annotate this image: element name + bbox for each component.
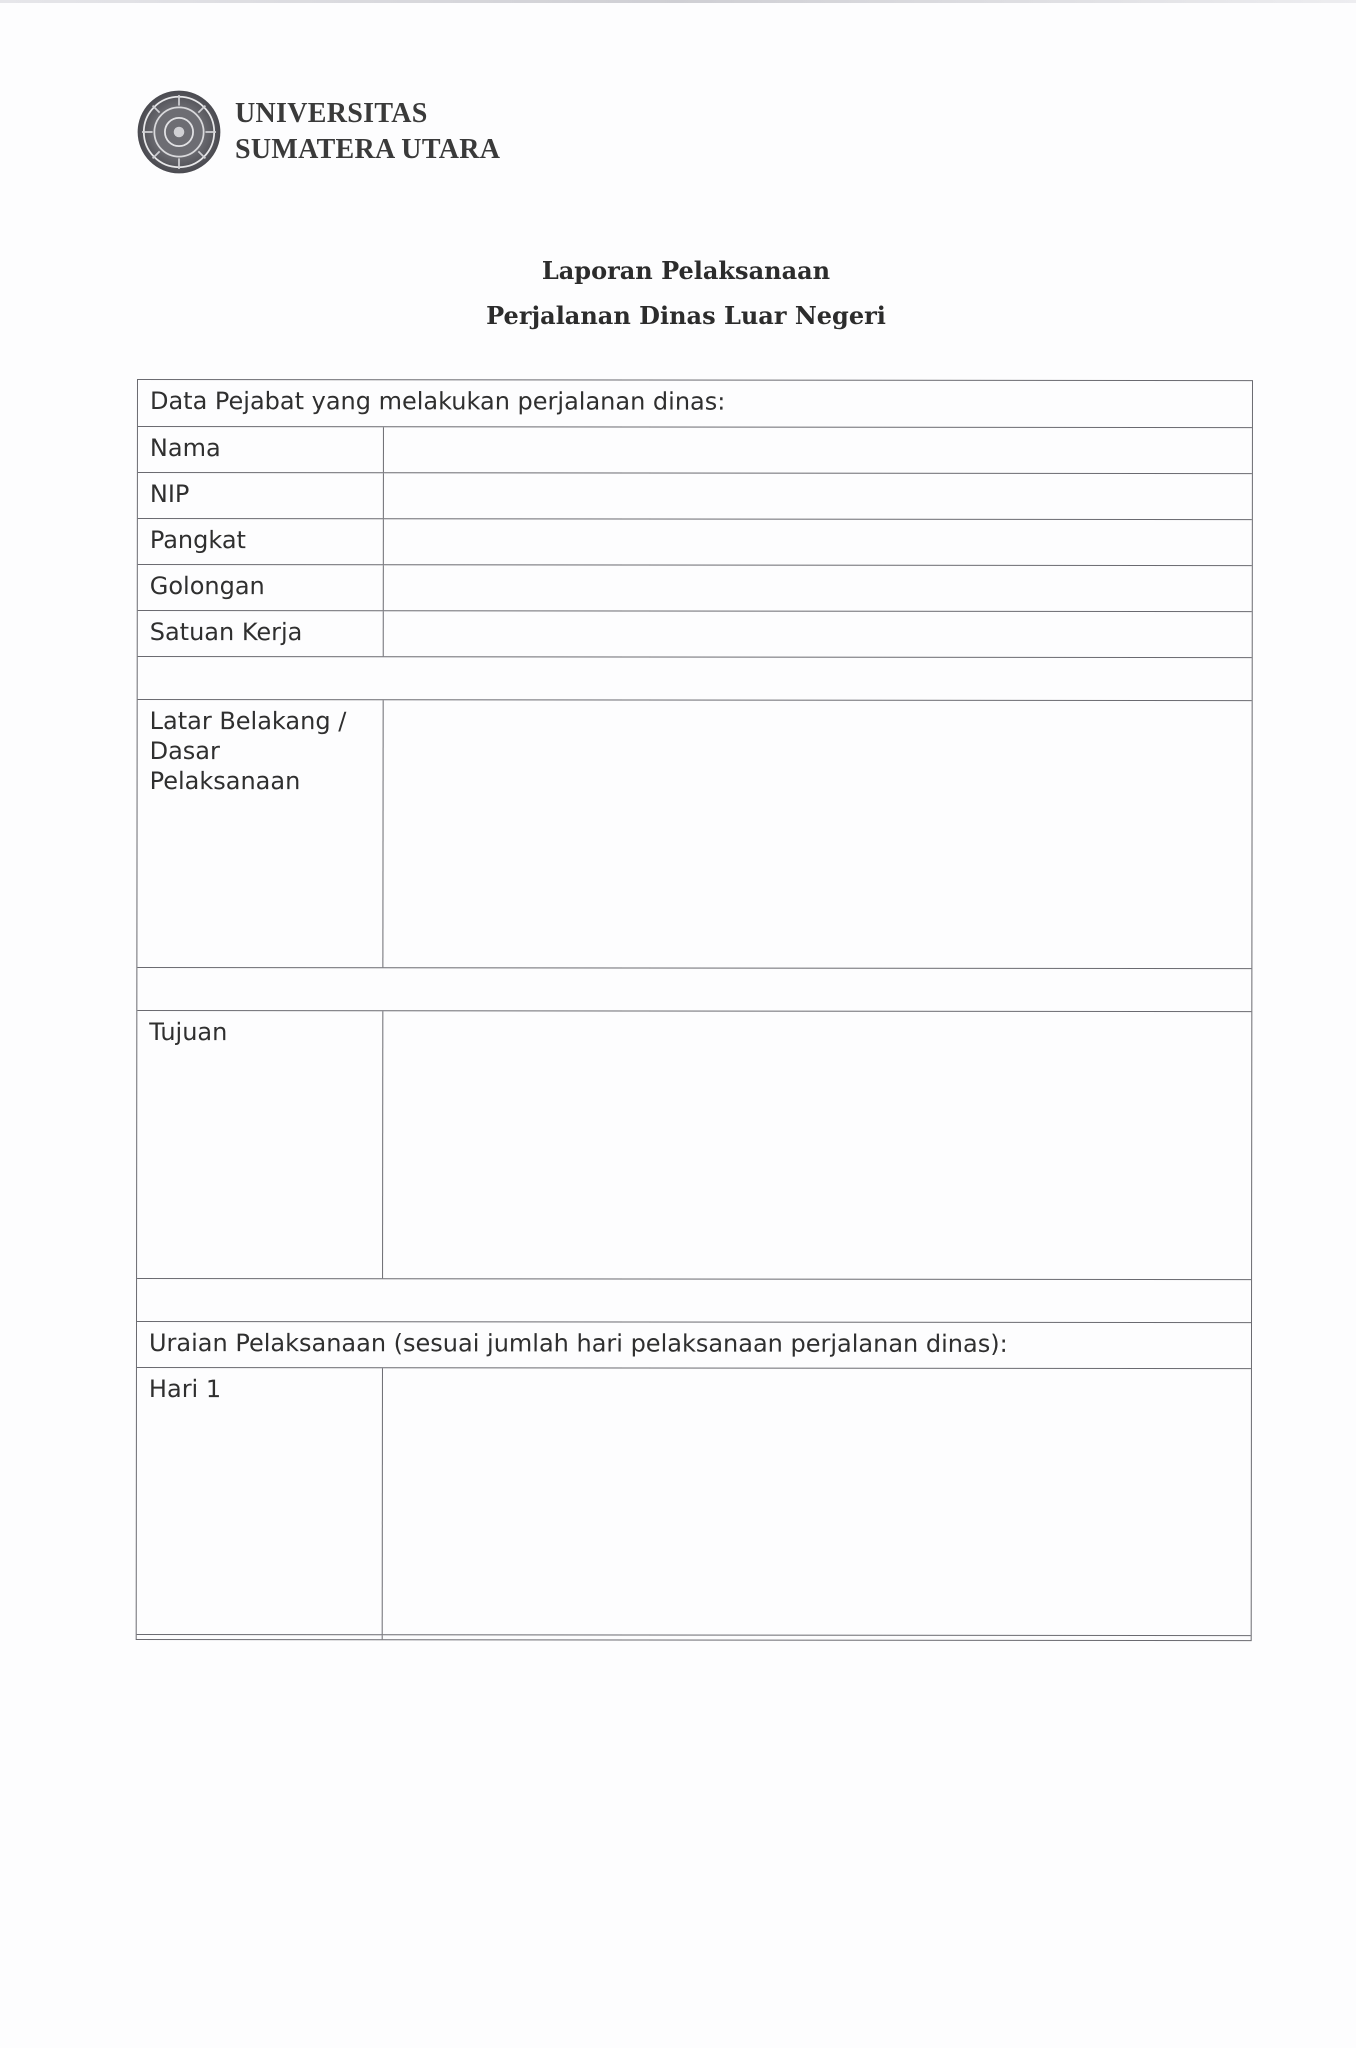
field-value-nama[interactable] <box>384 427 1252 473</box>
field-label-pangkat: Pangkat <box>138 519 384 564</box>
field-label-nama: Nama <box>138 427 384 472</box>
spacer-row-2 <box>137 967 1251 1011</box>
hari-label: Hari 1 <box>137 1368 383 1634</box>
university-seal-icon <box>135 88 223 176</box>
section-official-heading: Data Pejabat yang melakukan perjalanan dinas: <box>149 387 726 416</box>
tujuan-row <box>137 1010 1251 1279</box>
field-row-satuan-kerja <box>138 610 1252 657</box>
scan-top-edge <box>0 0 1356 3</box>
field-label-satuan-kerja: Satuan Kerja <box>138 611 384 656</box>
field-value-golongan[interactable] <box>384 565 1252 611</box>
spacer-row-1 <box>138 656 1252 700</box>
spacer-row-3 <box>137 1278 1251 1322</box>
latar-belakang-label-line2: Dasar Pelaksanaan <box>149 737 301 796</box>
latar-belakang-value[interactable] <box>383 700 1251 968</box>
latar-belakang-label <box>137 700 383 967</box>
field-row-nama <box>138 426 1252 473</box>
university-name-line2: SUMATERA UTARA <box>235 134 501 165</box>
field-value-pangkat[interactable] <box>384 519 1252 565</box>
letterhead <box>135 88 500 176</box>
field-value-nip[interactable] <box>384 473 1252 519</box>
university-name-line1: UNIVERSITAS <box>235 98 428 129</box>
bottom-double-rule <box>137 1634 1251 1640</box>
field-label-golongan: Golongan <box>138 565 384 610</box>
document-title-line1: Laporan Pelaksanaan <box>541 256 831 285</box>
field-row-nip <box>138 472 1252 519</box>
bottom-rule-label-cell <box>137 1635 383 1639</box>
field-label-nip: NIP <box>138 473 384 518</box>
report-form-table <box>136 379 1253 1641</box>
tujuan-label: Tujuan <box>137 1011 383 1278</box>
field-row-golongan <box>138 564 1252 611</box>
latar-belakang-label-line1: Latar Belakang / <box>149 707 347 736</box>
document-title-line2: Perjalanan Dinas Luar Negeri <box>486 301 886 330</box>
latar-belakang-row <box>137 699 1251 968</box>
field-row-pangkat <box>138 518 1252 565</box>
document-title <box>0 248 1356 338</box>
section-uraian-heading: Uraian Pelaksanaan (sesuai jumlah hari pelaksanaan perjalanan dinas): <box>148 1329 1008 1358</box>
field-value-satuan-kerja[interactable] <box>384 611 1252 657</box>
hari-row <box>137 1367 1251 1635</box>
section-official-row <box>138 380 1252 427</box>
tujuan-value[interactable] <box>383 1011 1251 1279</box>
hari-value[interactable] <box>383 1368 1251 1635</box>
section-uraian-row <box>137 1321 1251 1368</box>
university-name <box>235 96 500 168</box>
